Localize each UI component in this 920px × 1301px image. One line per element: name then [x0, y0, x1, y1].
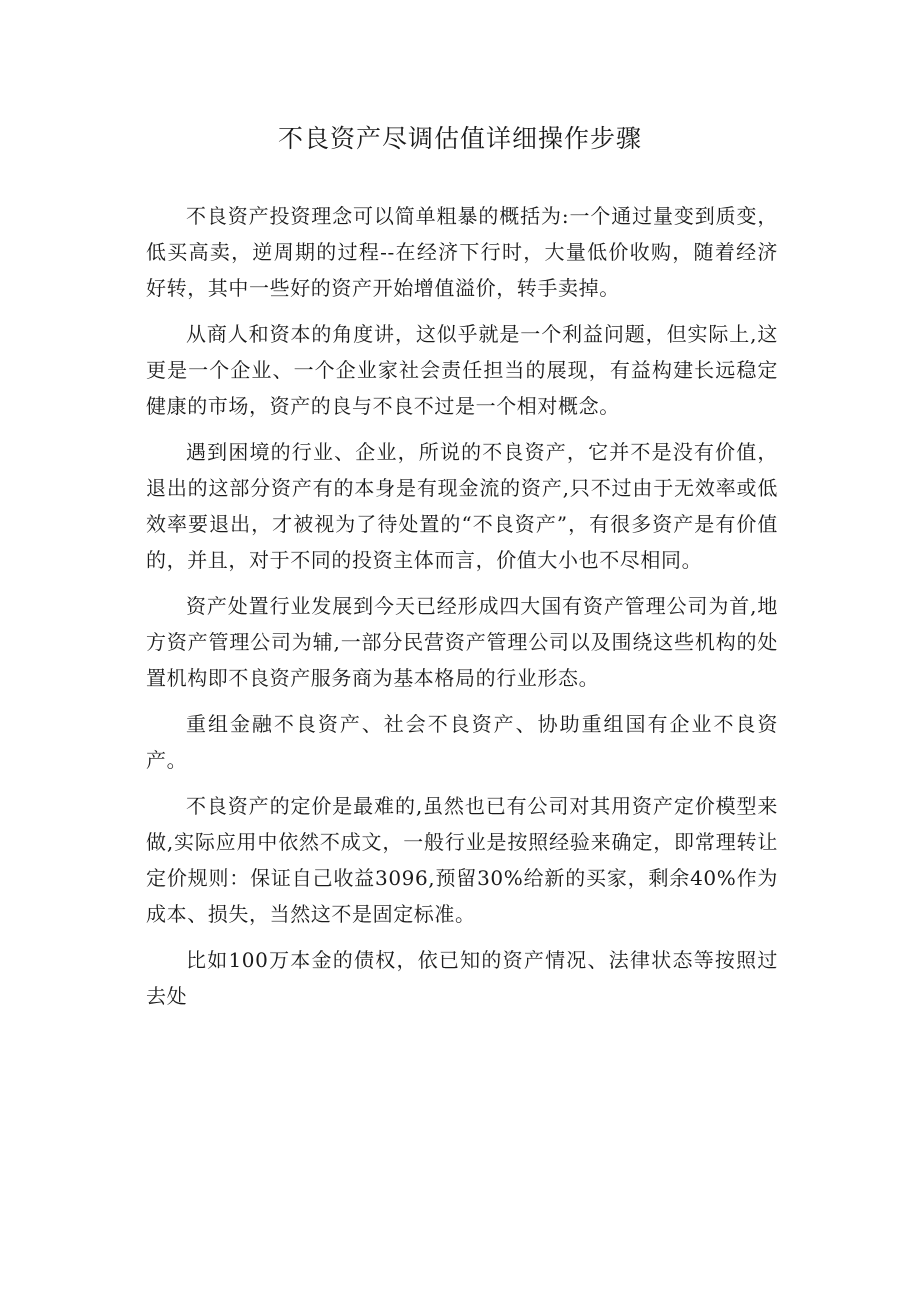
paragraph-6: 不良资产的定价是最难的,虽然也已有公司对其用资产定价模型来做,实际应用中依然不成文，一般行业是按照经验来确定，即常理转让定价规则：保证自己收益3096,预留30%给新的买家，剩余40%作为成本、损失，当然这不是固定标准。 — [146, 794, 778, 926]
paragraph-5: 重组金融不良资产、社会不良资产、协助重组国有企业不良资产。 — [146, 712, 778, 772]
document-body — [146, 198, 778, 1024]
paragraph-4: 资产处置行业发展到今天已经形成四大国有资产管理公司为首,地方资产管理公司为辅,一部分民营资产管理公司以及围绕这些机构的处置机构即不良资产服务商为基本格局的行业形态。 — [146, 594, 778, 690]
paragraph-2: 从商人和资本的角度讲，这似乎就是一个利益问题，但实际上,这更是一个企业、一个企业家社会责任担当的展现，有益构建长远稳定健康的市场，资产的良与不良不过是一个相对概念。 — [146, 322, 778, 418]
page-title: 不良资产尽调估值详细操作步骤 — [277, 124, 642, 153]
paragraph-3: 遇到困境的行业、企业，所说的不良资产，它并不是没有价值，退出的这部分资产有的本身是有现金流的资产,只不过由于无效率或低效率要退出，才被视为了待处置的“不良资产”，有很多资产是有价值的，并且，对于不同的投资主体而言，价值大小也不尽相同。 — [146, 440, 778, 572]
paragraph-7: 比如100万本金的债权，依已知的资产情况、法律状态等按照过去处 — [146, 948, 778, 1008]
paragraph-1: 不良资产投资理念可以简单粗暴的概括为:一个通过量变到质变，低买高卖，逆周期的过程--在经济下行时，大量低价收购，随着经济好转，其中一些好的资产开始增值溢价，转手卖掉。 — [146, 204, 778, 300]
